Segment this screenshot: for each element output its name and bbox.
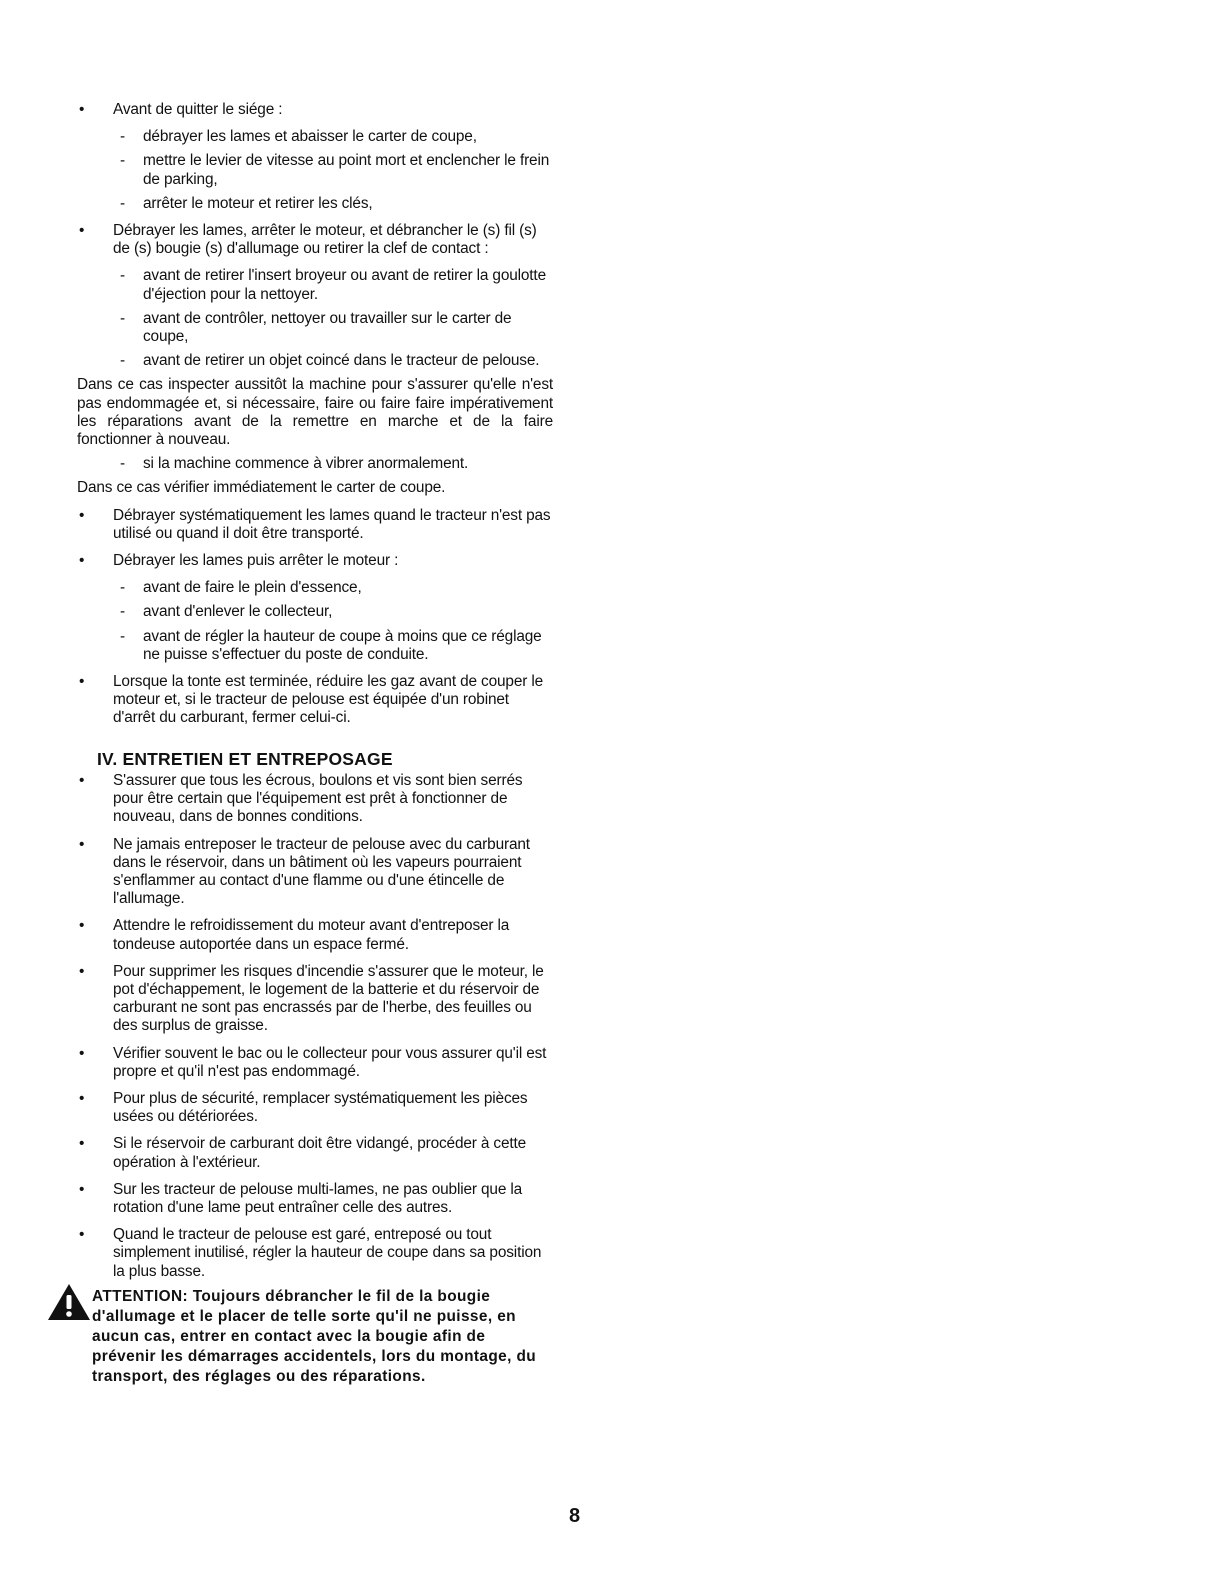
bullet-item — [75, 1090, 553, 1126]
section-heading: IV. ENTRETIEN ET ENTREPOSAGE — [97, 748, 393, 769]
bullet-item — [75, 1226, 553, 1281]
dash-item — [75, 455, 553, 473]
bullet-text: Pour plus de sécurité, remplacer systématiquement les pièces usées ou détériorées. — [113, 1089, 528, 1126]
bullet-text: Si le réservoir de carburant doit être vidangé, procéder à cette opération à l'extérieur. — [113, 1135, 527, 1171]
bullet-marker: • — [79, 1226, 85, 1244]
bullet-text: S'assurer que tous les écrous, boulons et vis sont bien serrés pour être certain que l'équipement est prêt à fonctionner de nouveau, dans de bonnes conditions. — [113, 771, 523, 826]
dash-text: avant de retirer l'insert broyeur ou avant de retirer la goulotte d'éjection pour la nettoyer. — [143, 267, 546, 303]
bullet-marker: • — [79, 771, 85, 789]
bullet-item — [75, 836, 553, 909]
dash-marker: - — [120, 352, 125, 370]
dash-text: avant de faire le plein d'essence, — [143, 579, 362, 597]
bullet-text: Vérifier souvent le bac ou le collecteur pour vous assurer qu'il est propre et qu'il n'est pas endommagé. — [113, 1044, 547, 1080]
bullet-item — [75, 1135, 553, 1171]
paragraph: Dans ce cas inspecter aussitôt la machine pour s'assurer qu'elle n'est pas endommagée et, si nécessaire, faire ou faire faire impérativement les réparations avant de la remettre en marche et de la faire fonctionner à nouveau. — [77, 376, 553, 449]
dash-marker: - — [120, 455, 125, 473]
text-column — [75, 101, 553, 1387]
dash-item — [75, 579, 553, 597]
dash-marker: - — [120, 128, 125, 146]
bullet-marker: • — [79, 835, 85, 853]
bullet-item — [75, 552, 553, 570]
bullet-item — [75, 1181, 553, 1217]
dash-marker: - — [120, 627, 125, 645]
bullet-item — [75, 772, 553, 827]
dash-item — [75, 628, 553, 664]
bullet-marker: • — [79, 917, 85, 935]
bullet-text: Sur les tracteur de pelouse multi-lames, ne pas oublier que la rotation d'une lame peut entraîner celle des autres. — [113, 1180, 523, 1216]
bullet-text: Ne jamais entreposer le tracteur de pelouse avec du carburant dans le réservoir, dans un bâtiment où les vapeurs pourraient s'enflammer au contact d'une flamme ou d'une étincelle de l'allumage. — [113, 835, 530, 908]
bullet-item — [75, 222, 553, 258]
bullet-item — [75, 673, 553, 728]
bullet-text: Avant de quitter le siége : — [113, 101, 283, 118]
dash-text: avant de régler la hauteur de coupe à moins que ce réglage ne puisse s'effectuer du poste de conduite. — [143, 627, 542, 663]
page-number: 8 — [569, 1505, 581, 1527]
bullet-marker: • — [79, 1044, 85, 1062]
bullet-text: Attendre le refroidissement du moteur avant d'entreposer la tondeuse autoportée dans un espace fermé. — [113, 917, 510, 953]
dash-item — [75, 310, 553, 346]
bullet-marker: • — [79, 506, 85, 524]
dash-marker: - — [120, 267, 125, 285]
bullet-text: Débrayer les lames, arrêter le moteur, et débrancher le (s) fil (s) de (s) bougie (s) d'allumage ou retirer la clef de contact : — [113, 222, 537, 258]
dash-item — [75, 128, 553, 146]
dash-item — [75, 195, 553, 213]
warning-block — [75, 1287, 553, 1387]
paragraph: Dans ce cas vérifier immédiatement le carter de coupe. — [77, 479, 446, 497]
warning-triangle-icon — [46, 1282, 92, 1322]
dash-marker: - — [120, 579, 125, 597]
dash-item — [75, 603, 553, 621]
bullet-marker: • — [79, 673, 85, 691]
bullet-text: Pour supprimer les risques d'incendie s'assurer que le moteur, le pot d'échappement, le logement de la batterie et du réservoir de carburant ne sont pas encrassés par de l'herbe, des feuilles ou des surplus de graisse. — [113, 962, 544, 1035]
bullet-item — [75, 101, 553, 119]
bullet-text: Débrayer les lames puis arrêter le moteur : — [113, 552, 399, 570]
dash-text: mettre le levier de vitesse au point mort et enclencher le frein de parking, — [143, 152, 550, 188]
bullet-item — [75, 963, 553, 1036]
bullet-marker: • — [79, 552, 85, 570]
bullet-text: Débrayer systématiquement les lames quand le tracteur n'est pas utilisé ou quand il doit être transporté. — [113, 506, 551, 542]
bullet-marker: • — [79, 222, 85, 240]
bullet-marker: • — [79, 1180, 85, 1198]
dash-item — [75, 352, 553, 370]
bullet-item — [75, 1045, 553, 1081]
bullet-text: Quand le tracteur de pelouse est garé, entreposé ou tout simplement inutilisé, régler la hauteur de coupe dans sa position la plus basse. — [113, 1226, 542, 1280]
dash-item — [75, 152, 553, 188]
bullet-marker: • — [79, 101, 85, 118]
dash-text: débrayer les lames et abaisser le carter de coupe, — [143, 128, 477, 146]
dash-marker: - — [120, 194, 125, 212]
bullet-marker: • — [79, 1135, 85, 1153]
bullet-item — [75, 507, 553, 543]
dash-marker: - — [120, 309, 125, 327]
warning-text: ATTENTION: Toujours débrancher le fil de la bougie d'allumage et le placer de telle sorte qu'il ne puisse, en aucun cas, entrer en contact avec la bougie afin de prévenir les démarrages accidentels, lors du montage, du transport, des réglages ou des réparations. — [92, 1287, 537, 1385]
dash-text: arrêter le moteur et retirer les clés, — [143, 194, 373, 212]
dash-text: avant de retirer un objet coincé dans le tracteur de pelouse. — [143, 352, 540, 370]
dash-text: si la machine commence à vibrer anormalement. — [143, 455, 469, 473]
dash-marker: - — [120, 603, 125, 621]
dash-text: avant d'enlever le collecteur, — [143, 603, 333, 621]
dash-marker: - — [120, 152, 125, 170]
bullet-marker: • — [79, 1089, 85, 1107]
bullet-marker: • — [79, 962, 85, 980]
dash-text: avant de contrôler, nettoyer ou travailler sur le carter de coupe, — [143, 309, 512, 346]
bullet-item — [75, 917, 553, 953]
dash-item — [75, 267, 553, 303]
bullet-text: Lorsque la tonte est terminée, réduire les gaz avant de couper le moteur et, si le tracteur de pelouse est équipée d'un robinet d'arrêt du carburant, fermer celui-ci. — [113, 673, 544, 727]
